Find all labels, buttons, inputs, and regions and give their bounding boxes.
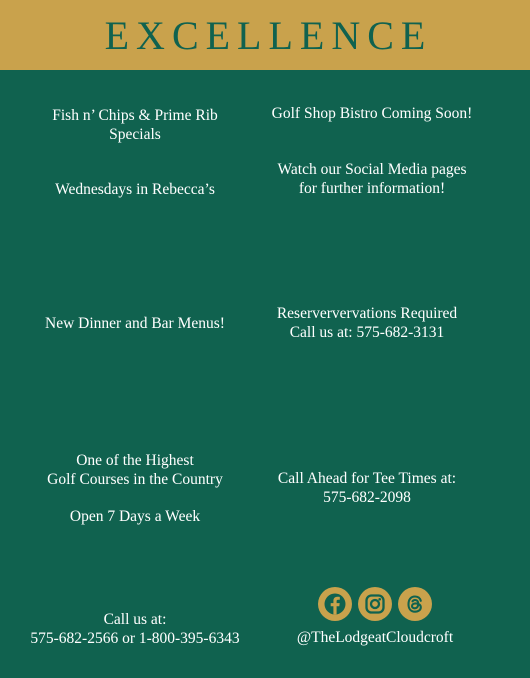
social-handle bbox=[270, 629, 480, 648]
bistro-text bbox=[257, 105, 487, 124]
handle-line[interactable]: @TheLodgeatCloudcroft bbox=[296, 629, 454, 646]
reservations-text bbox=[257, 305, 477, 342]
bistro-line: Golf Shop Bistro Coming Soon! bbox=[271, 105, 473, 122]
social-line-1: Watch our Social Media pages bbox=[277, 161, 467, 178]
page-title: EXCELLENCE bbox=[104, 12, 433, 58]
wednesdays-text bbox=[35, 181, 235, 200]
highest-line-2: Golf Courses in the Country bbox=[47, 470, 223, 488]
call-numbers[interactable]: 575-682-2566 or 1-800-395-6343 bbox=[30, 629, 240, 647]
reservations-line-1: Reserververvations Required bbox=[276, 305, 458, 322]
threads-icon[interactable] bbox=[398, 587, 432, 621]
open-line: Open 7 Days a Week bbox=[69, 508, 201, 525]
header-banner bbox=[0, 0, 530, 70]
specials-line-1: Fish n’ Chips & Prime Rib bbox=[52, 107, 218, 124]
menus-line: New Dinner and Bar Menus! bbox=[45, 315, 225, 332]
reservations-line-2[interactable]: Call us at: 575-682-3131 bbox=[289, 323, 445, 341]
instagram-icon[interactable] bbox=[358, 587, 392, 621]
call-label: Call us at: bbox=[103, 611, 167, 628]
tee-line-2[interactable]: 575-682-2098 bbox=[323, 488, 411, 506]
social-icons bbox=[318, 587, 432, 621]
highest-line-1: One of the Highest bbox=[76, 452, 194, 469]
menus-text bbox=[35, 315, 235, 334]
tee-line-1: Call Ahead for Tee Times at: bbox=[277, 470, 457, 487]
tee-times-text bbox=[257, 470, 477, 507]
facebook-icon[interactable] bbox=[318, 587, 352, 621]
specials-line-2: Specials bbox=[109, 125, 161, 143]
social-media-text bbox=[257, 161, 487, 198]
contact-text bbox=[10, 611, 260, 648]
highest-course-text bbox=[35, 452, 235, 489]
specials-text bbox=[35, 107, 235, 144]
social-line-2: for further information! bbox=[298, 179, 446, 197]
open-hours-text bbox=[35, 508, 235, 527]
wednesdays-line: Wednesdays in Rebecca’s bbox=[55, 181, 215, 198]
